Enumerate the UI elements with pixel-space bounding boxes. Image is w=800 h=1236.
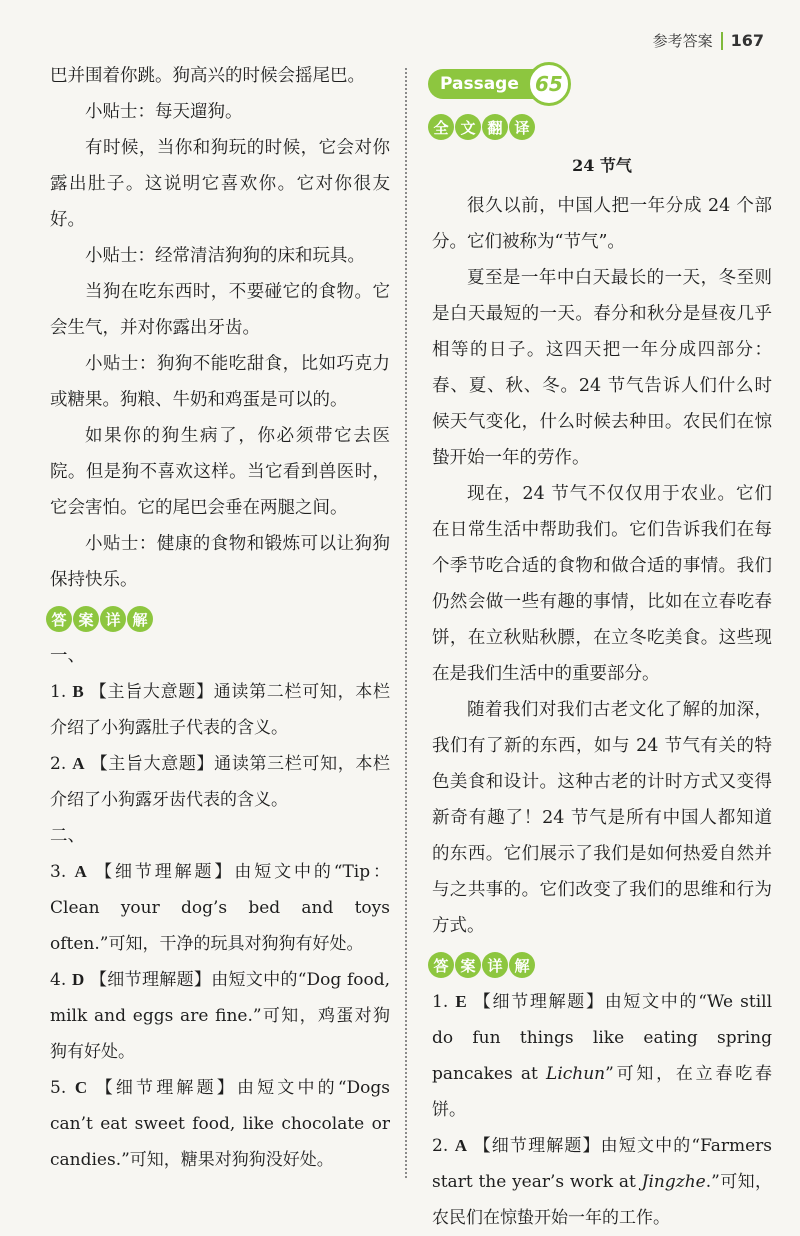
badge-char: 答 (46, 606, 72, 632)
answer-letter: A (72, 754, 85, 773)
tip: 小贴士：狗狗不能吃甜食，比如巧克力或糖果。狗粮、牛奶和鸡蛋是可以的。 (50, 354, 390, 410)
paragraph: 夏至是一年中白天最长的一天，冬至则是白天最短的一天。春分和秋分是昼夜几乎相等的日子。这四天把一年分成四部分：春、夏、秋、冬。24 节气告诉人们什么时候天气变化，什么时候去种田。农民们在惊蛰开始一年的劳作。 (432, 268, 772, 468)
answer-term: Lichun (546, 1064, 606, 1084)
passage-number: 65 (527, 62, 571, 106)
section-label: 参考答案 (652, 32, 713, 50)
answer-item (432, 1128, 772, 1236)
answer-letter: B (72, 682, 84, 701)
badge-char: 翻 (482, 114, 508, 140)
full-translation-badge (428, 114, 772, 140)
badge-char: 答 (428, 952, 454, 978)
answer-letter: D (71, 970, 85, 989)
answer-number: 4. (50, 970, 67, 990)
paragraph: 如果你的狗生病了，你必须带它去医院。但是狗不喜欢这样。当它看到兽医时，它会害怕。它的尾巴会垂在两腿之间。 (50, 426, 390, 518)
answer-number: 1. (432, 992, 449, 1012)
column-divider (405, 68, 407, 1178)
answer-explanation-badge (46, 606, 390, 632)
paragraph: 随着我们对我们古老文化了解的加深，我们有了新的东西，如与 24 节气有关的特色美食和设计。这种古老的计时方式又变得新奇有趣了！24 节气是所有中国人都知道的东西。它们展示了我们是如何热爱自然并与之共事的。它们改变了我们的思维和行为方式。 (432, 700, 772, 936)
answer-text: 【细节理解题】由短文中的“Tip：Clean your dog’s bed and toys often.”可知，干净的玩具对狗狗有好处。 (50, 862, 390, 954)
answer-letter: E (455, 992, 467, 1011)
left-column (50, 58, 390, 1178)
answer-text: 【细节理解题】由短文中的“Dogs can’t eat sweet food, like chocolate or candies.”可知，糖果对狗狗没好处。 (50, 1078, 391, 1170)
answer-letter: A (454, 1136, 468, 1155)
answer-number: 5. (50, 1078, 67, 1098)
paragraph: 很久以前，中国人把一年分成 24 个部分。它们被称为“节气”。 (432, 196, 772, 252)
tip: 小贴士：健康的食物和锻炼可以让狗狗保持快乐。 (50, 534, 390, 590)
answer-text: 【细节理解题】由短文中的“Dog food, milk and eggs are fine.”可知，鸡蛋对狗狗有好处。 (50, 970, 391, 1062)
answer-text: 【细节理解题】由短文中的“We still do fun things like eating spring pancakes at (432, 992, 773, 1084)
answer-text: 【主旨大意题】通读第二栏可知，本栏介绍了小狗露肚子代表的含义。 (50, 682, 391, 738)
answer-item (432, 984, 772, 1128)
answer-item (50, 674, 390, 746)
answer-term: Jingzhe (641, 1172, 706, 1192)
header-separator (721, 32, 723, 50)
answer-explanation-badge (428, 952, 772, 978)
answer-text: .”可知，农民们在惊蛰开始一年的工作。 (432, 1172, 772, 1228)
passage-label: Passage (428, 69, 549, 99)
answer-number: 3. (50, 862, 67, 882)
passage-badge (428, 62, 772, 106)
answer-item (50, 1070, 390, 1178)
answer-item (50, 746, 390, 818)
badge-char: 详 (482, 952, 508, 978)
translation-title: 24 节气 (572, 156, 632, 175)
answer-letter: A (74, 862, 87, 881)
badge-char: 全 (428, 114, 454, 140)
paragraph: 当狗在吃东西时，不要碰它的食物。它会生气，并对你露出牙齿。 (50, 282, 390, 338)
answer-number: 1. (50, 682, 67, 702)
answer-text: 【主旨大意题】通读第三栏可知，本栏介绍了小狗露牙齿代表的含义。 (50, 754, 391, 810)
section-heading: 二、 (50, 826, 85, 846)
answer-letter: C (74, 1078, 88, 1097)
badge-char: 案 (73, 606, 99, 632)
answer-text: 【细节理解题】由短文中的“Farmers start the year’s work at (432, 1136, 773, 1192)
badge-char: 解 (127, 606, 153, 632)
right-column (432, 58, 772, 1236)
badge-char: 详 (100, 606, 126, 632)
answer-number: 2. (50, 754, 67, 774)
tip: 小贴士：经常清洁狗狗的床和玩具。 (85, 246, 365, 266)
badge-char: 文 (455, 114, 481, 140)
badge-char: 解 (509, 952, 535, 978)
answer-item (50, 962, 390, 1070)
section-heading: 一、 (50, 646, 85, 666)
paragraph: 有时候，当你和狗玩的时候，它会对你露出肚子。这说明它喜欢你。它对你很友好。 (50, 138, 390, 230)
paragraph: 现在，24 节气不仅仅用于农业。它们在日常生活中帮助我们。它们告诉我们在每个季节吃合适的食物和做合适的事情。我们仍然会做一些有趣的事情，比如在立春吃春饼，在立秋贴秋膘，在立冬吃美食。这些现在是我们生活中的重要部分。 (432, 484, 772, 684)
badge-char: 译 (509, 114, 535, 140)
paragraph: 巴并围着你跳。狗高兴的时候会摇尾巴。 (50, 66, 365, 86)
answer-item (50, 854, 390, 962)
page-number: 167 (730, 31, 764, 50)
tip: 小贴士：每天遛狗。 (85, 102, 243, 122)
badge-char: 案 (455, 952, 481, 978)
answer-text: ”可知，在立春吃春饼。 (432, 1064, 772, 1120)
page-header (653, 30, 764, 51)
answer-number: 2. (432, 1136, 449, 1156)
